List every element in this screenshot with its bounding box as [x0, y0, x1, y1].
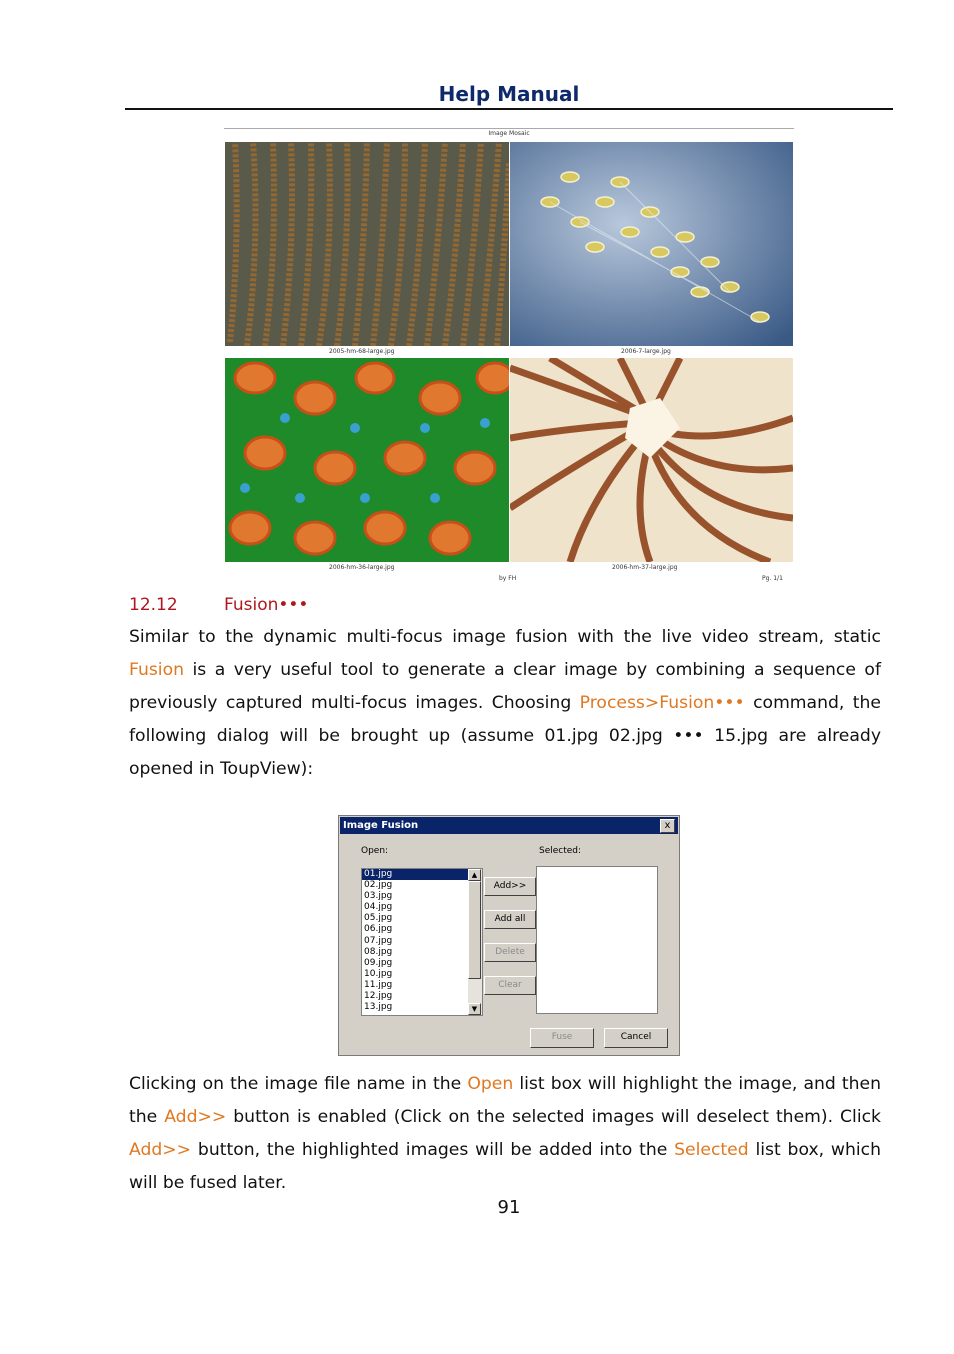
mosaic-top-rule	[224, 128, 794, 129]
header-rule	[125, 108, 893, 110]
scroll-thumb[interactable]	[468, 881, 481, 979]
mosaic-title: Image Mosaic	[488, 130, 530, 137]
open-list-item[interactable]: 12.jpg	[364, 991, 393, 1002]
selected-label: Selected:	[539, 846, 582, 856]
cancel-button[interactable]: Cancel	[604, 1028, 668, 1048]
mosaic-image-fluorescent-cells	[225, 358, 509, 562]
selected-listbox[interactable]	[536, 866, 658, 1014]
para1-text-3: command, the following dialog will be brought up (assume 01.jpg 02.jpg ••• 15.jpg are already opened in ToupView):	[129, 693, 881, 779]
image-mosaic-figure	[224, 128, 794, 586]
mosaic-caption-2: 2006-7-large.jpg	[621, 348, 671, 355]
mosaic-footer-author: by FH	[499, 575, 517, 582]
open-listbox[interactable]	[361, 868, 483, 1016]
paragraph-usage	[129, 1068, 881, 1200]
para2-text-4: button, the highlighted images will be added into the	[191, 1140, 675, 1160]
scroll-down-icon[interactable]: ▼	[468, 1003, 481, 1015]
mosaic-caption-1: 2005-hm-68-large.jpg	[329, 348, 395, 355]
add-all-button[interactable]: Add all	[484, 910, 536, 929]
para1-text-1: Similar to the dynamic multi-focus image fusion with the live video stream, static	[129, 627, 881, 647]
open-list-item[interactable]: 06.jpg	[364, 924, 393, 935]
fuse-button[interactable]: Fuse	[530, 1028, 594, 1048]
open-list-item[interactable]: 09.jpg	[364, 957, 393, 968]
mosaic-image-tissue-section	[510, 358, 793, 562]
paragraph-intro	[129, 621, 881, 786]
para2-highlight-selected: Selected	[674, 1140, 749, 1160]
open-label: Open:	[361, 846, 389, 856]
para1-highlight-process-fusion: Process>Fusion•••	[579, 693, 745, 713]
dialog-titlebar	[340, 817, 678, 834]
mosaic-caption-3: 2006-hm-36-large.jpg	[329, 564, 395, 571]
open-list-item[interactable]: 04.jpg	[364, 902, 393, 913]
scroll-up-icon[interactable]: ▲	[468, 869, 481, 881]
open-list-item[interactable]: 02.jpg	[364, 880, 393, 891]
para1-highlight-fusion: Fusion	[129, 660, 184, 680]
para2-text-3: button is enabled (Click on the selected images will deselect them). Click	[226, 1107, 882, 1127]
para2-highlight-open: Open	[467, 1074, 514, 1094]
page-number: 91	[497, 1197, 521, 1218]
add-button[interactable]: Add>>	[484, 877, 536, 896]
mosaic-footer-page: Pg. 1/1	[762, 575, 783, 582]
mosaic-caption-4: 2006-hm-37-large.jpg	[612, 564, 678, 571]
open-list-item[interactable]: 11.jpg	[364, 979, 393, 990]
mosaic-image-colonial-protists	[510, 142, 793, 346]
open-list-item[interactable]: 01.jpg	[362, 869, 468, 880]
para2-text-5: list box, which will be fused later.	[129, 1140, 881, 1193]
section-number: 12.12	[129, 595, 178, 615]
dialog-title: Image Fusion	[343, 820, 419, 831]
para2-text-1: Clicking on the image file name in the	[129, 1074, 468, 1094]
open-list-item[interactable]: 03.jpg	[364, 891, 393, 902]
open-list-item[interactable]: 13.jpg	[364, 1002, 393, 1013]
para1-text-2: is a very useful tool to generate a clear image by combining a sequence of previously captured multi-focus images. Choosing	[129, 660, 881, 713]
open-list-item[interactable]: 07.jpg	[364, 935, 393, 946]
page-header-title: Help Manual	[438, 82, 580, 106]
para2-text-2: list box will highlight the image, and then the	[129, 1074, 882, 1127]
close-icon[interactable]: x	[660, 819, 675, 833]
mosaic-image-diatom-chains	[225, 142, 509, 346]
open-list-item[interactable]: 10.jpg	[364, 968, 393, 979]
para2-highlight-add-2: Add>>	[129, 1140, 192, 1160]
clear-button[interactable]: Clear	[484, 976, 536, 995]
image-fusion-dialog	[338, 815, 680, 1056]
para2-highlight-add-1: Add>>	[164, 1107, 227, 1127]
delete-button[interactable]: Delete	[484, 943, 536, 962]
open-list-item[interactable]: 08.jpg	[364, 946, 393, 957]
section-title: Fusion•••	[224, 595, 309, 615]
open-list-item[interactable]: 05.jpg	[364, 913, 393, 924]
open-list-scrollbar[interactable]	[468, 869, 482, 1015]
